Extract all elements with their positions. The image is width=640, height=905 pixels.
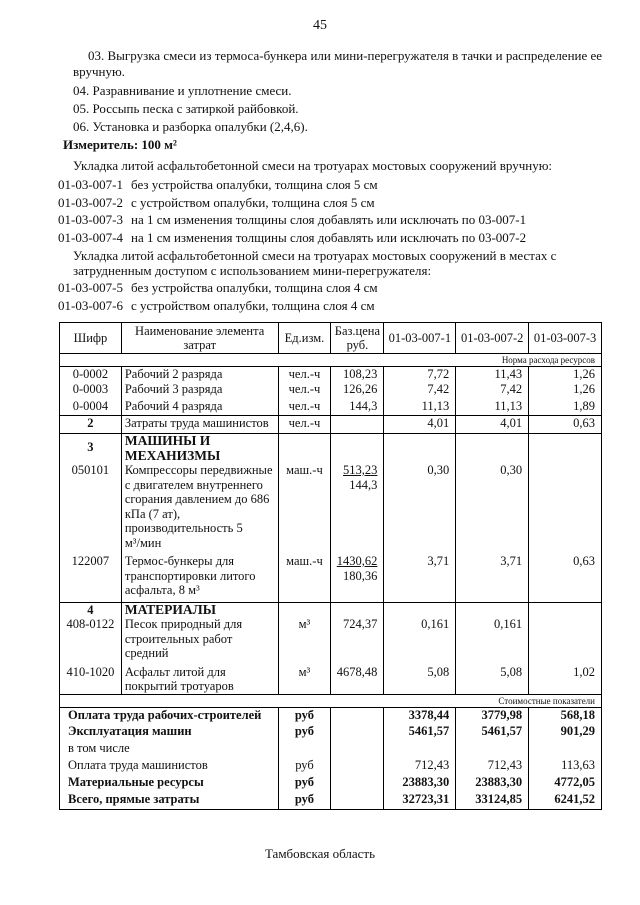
cost-v3: 6241,52 bbox=[529, 792, 602, 809]
name-line: производительность 5 bbox=[124, 521, 243, 535]
table-row bbox=[60, 399, 602, 416]
table-row bbox=[60, 463, 602, 550]
cell-v2: 3,71 bbox=[456, 550, 529, 602]
table-row bbox=[60, 367, 602, 382]
cell-name: Затраты труда машинистов bbox=[121, 416, 278, 434]
cell-v1: 11,13 bbox=[384, 399, 456, 416]
name-line: кПа (7 ат), bbox=[124, 506, 181, 521]
name-line: с двигателем внутреннего bbox=[124, 477, 263, 492]
cell-price: 108,23 bbox=[331, 367, 384, 382]
cost-v1: 3378,44 bbox=[384, 707, 456, 724]
cost-row bbox=[60, 741, 602, 758]
cell-v2: 4,01 bbox=[456, 416, 529, 434]
cost-v3: 568,18 bbox=[529, 707, 602, 724]
cell-v1: 5,08 bbox=[384, 661, 456, 695]
cost-unit: руб bbox=[278, 775, 331, 792]
cost-row bbox=[60, 792, 602, 809]
name-line: строительных работ bbox=[124, 631, 233, 646]
name-line: средний bbox=[124, 646, 169, 660]
cell-v1: 3,71 bbox=[384, 550, 456, 602]
item-text: с устройством опалубки, толщина слоя 5 см bbox=[131, 195, 375, 210]
cell-v1: 0,161 bbox=[384, 617, 456, 661]
cost-row bbox=[60, 724, 602, 741]
item-code: 01-03-007-4 bbox=[58, 230, 123, 245]
cost-unit: руб bbox=[278, 792, 331, 809]
cell-price bbox=[331, 463, 384, 550]
cost-v2: 33124,85 bbox=[456, 792, 529, 809]
item-code: 01-03-007-3 bbox=[58, 212, 123, 227]
cost-v1: 5461,57 bbox=[384, 724, 456, 741]
cell-v3 bbox=[529, 617, 602, 661]
cost-unit: руб bbox=[278, 724, 331, 741]
table-row bbox=[60, 382, 602, 399]
price-primary: 1430,62 bbox=[336, 554, 378, 568]
header-col2: 01-03-007-2 bbox=[456, 323, 529, 354]
group1-item bbox=[58, 177, 378, 193]
cell-unit: маш.-ч bbox=[278, 550, 331, 602]
item-text: на 1 см изменения толщины слоя добавлять или исключать по 03-007-2 bbox=[131, 230, 527, 245]
header-col1: 01-03-007-1 bbox=[384, 323, 456, 354]
header-unit: Ед.изм. bbox=[278, 323, 331, 354]
cost-v2: 5461,57 bbox=[456, 724, 529, 741]
item-text: с устройством опалубки, толщина слоя 4 см bbox=[131, 298, 375, 313]
cell-code: 0-0003 bbox=[60, 382, 122, 399]
cost-v2: 23883,30 bbox=[456, 775, 529, 792]
name-line: Компрессоры передвижные bbox=[124, 463, 273, 477]
intro-line-1a: 03. Выгрузка смеси из термоса-бункера или мини-перегружателя в тачки и распределение ее bbox=[88, 48, 603, 63]
group1-item bbox=[58, 230, 526, 246]
intro-line-3: 05. Россыпь песка с затиркой райбовкой. bbox=[73, 101, 299, 116]
cost-name: Всего, прямые затраты bbox=[60, 792, 279, 809]
cell-v3 bbox=[529, 463, 602, 550]
cell-v3: 0,63 bbox=[529, 550, 602, 602]
cell-v1: 7,72 bbox=[384, 367, 456, 382]
cell-v3: 1,02 bbox=[529, 661, 602, 695]
cost-row bbox=[60, 758, 602, 775]
cost-v2: 3779,98 bbox=[456, 707, 529, 724]
price-primary: 513,23 bbox=[343, 463, 378, 477]
cell-v3: 1,89 bbox=[529, 399, 602, 416]
item-code: 01-03-007-2 bbox=[58, 195, 123, 210]
name-line: Песок природный для bbox=[124, 617, 243, 631]
cell-unit: чел.-ч bbox=[278, 399, 331, 416]
item-text: на 1 см изменения толщины слоя добавлять или исключать по 03-007-1 bbox=[131, 212, 527, 227]
cell-v2: 11,43 bbox=[456, 367, 529, 382]
cell-price: 724,37 bbox=[331, 617, 384, 661]
cost-v3: 4772,05 bbox=[529, 775, 602, 792]
cell-price bbox=[331, 416, 384, 434]
cost-v1: 32723,31 bbox=[384, 792, 456, 809]
cell-code: 0-0004 bbox=[60, 399, 122, 416]
group2-item bbox=[58, 280, 378, 296]
cell-unit: чел.-ч bbox=[278, 416, 331, 434]
section-norm-label: Норма расхода ресурсов bbox=[60, 354, 602, 367]
header-code: Шифр bbox=[60, 323, 122, 354]
cell-v3: 1,26 bbox=[529, 382, 602, 399]
name-line: асфальта, 8 м³ bbox=[124, 583, 200, 597]
intro-line-1b: вручную. bbox=[73, 64, 125, 79]
cell-v2: 0,161 bbox=[456, 617, 529, 661]
section-machines-row bbox=[60, 434, 602, 464]
item-code: 01-03-007-6 bbox=[58, 298, 123, 313]
cell-v1: 4,01 bbox=[384, 416, 456, 434]
cell-code: 0-0002 bbox=[60, 367, 122, 382]
cell-price: 126,26 bbox=[331, 382, 384, 399]
name-line: покрытий тротуаров bbox=[124, 679, 234, 693]
header-price: Баз.цена руб. bbox=[331, 323, 384, 354]
cell-unit: чел.-ч bbox=[278, 382, 331, 399]
item-text: без устройства опалубки, толщина слоя 5 см bbox=[131, 177, 378, 192]
group1-heading: Укладка литой асфальтобетонной смеси на тротуарах мостовых сооружений вручную: bbox=[73, 158, 553, 173]
table-row bbox=[60, 416, 602, 434]
cell-v2: 7,42 bbox=[456, 382, 529, 399]
page-footer: Тамбовская область bbox=[264, 846, 376, 861]
cost-row bbox=[60, 707, 602, 724]
cell-v1: 0,30 bbox=[384, 463, 456, 550]
header-col3: 01-03-007-3 bbox=[529, 323, 602, 354]
cost-name: Оплата труда рабочих-строителей bbox=[60, 707, 279, 724]
intro-line-2: 04. Разравнивание и уплотнение смеси. bbox=[73, 83, 292, 98]
cell-code: 3 bbox=[60, 434, 122, 464]
section-norm-row bbox=[60, 354, 602, 367]
table-row bbox=[60, 617, 602, 661]
group2-heading-a: Укладка литой асфальтобетонной смеси на тротуарах мостовых сооружений в местах с bbox=[73, 248, 557, 263]
section-cost-label: Стоимостные показатели bbox=[60, 694, 602, 707]
cell-v2: 0,30 bbox=[456, 463, 529, 550]
cost-name: в том числе bbox=[60, 741, 279, 758]
cell-v3: 1,26 bbox=[529, 367, 602, 382]
cost-name: Оплата труда машинистов bbox=[60, 758, 279, 775]
cell-price bbox=[331, 550, 384, 602]
machines-title-b: МЕХАНИЗМЫ bbox=[124, 447, 221, 463]
cell-v2: 5,08 bbox=[456, 661, 529, 695]
section-materials-row bbox=[60, 602, 602, 617]
cell-name bbox=[121, 463, 278, 550]
group1-item bbox=[58, 212, 526, 228]
cell-name: Рабочий 4 разряда bbox=[121, 399, 278, 416]
measure-unit: Измеритель: 100 м² bbox=[63, 137, 177, 152]
cell-v2: 11,13 bbox=[456, 399, 529, 416]
cell-unit: чел.-ч bbox=[278, 367, 331, 382]
cost-row bbox=[60, 775, 602, 792]
cell-unit: м³ bbox=[278, 661, 331, 695]
cost-v1: 712,43 bbox=[384, 758, 456, 775]
cell-code: 050101 bbox=[60, 463, 122, 550]
cell-name bbox=[121, 550, 278, 602]
machines-title-a: МАШИНЫ И bbox=[124, 433, 211, 448]
name-line: транспортировки литого bbox=[124, 568, 256, 583]
table-row bbox=[60, 550, 602, 602]
cell-name: Рабочий 3 разряда bbox=[121, 382, 278, 399]
cell-code: 2 bbox=[60, 416, 122, 434]
cost-v2: 712,43 bbox=[456, 758, 529, 775]
item-code: 01-03-007-1 bbox=[58, 177, 123, 192]
cost-unit: руб bbox=[278, 707, 331, 724]
price-secondary: 180,36 bbox=[343, 568, 378, 583]
cell-name bbox=[121, 434, 278, 464]
cost-v1: 23883,30 bbox=[384, 775, 456, 792]
group2-item bbox=[58, 298, 375, 314]
page-number: 45 bbox=[313, 18, 327, 33]
cell-price: 4678,48 bbox=[331, 661, 384, 695]
cell-v1: 7,42 bbox=[384, 382, 456, 399]
cell-code: 408-0122 bbox=[60, 617, 122, 661]
name-line: сгорания давлением до 686 bbox=[124, 492, 270, 506]
cell-code: 122007 bbox=[60, 550, 122, 602]
cost-v3: 113,63 bbox=[529, 758, 602, 775]
cell-name bbox=[121, 617, 278, 661]
cell-code: 410-1020 bbox=[60, 661, 122, 695]
header-name: Наименование элемента затрат bbox=[121, 323, 278, 354]
cell-name: Рабочий 2 разряда bbox=[121, 367, 278, 382]
name-line: Термос-бункеры для bbox=[124, 554, 235, 568]
table-row bbox=[60, 661, 602, 695]
item-text: без устройства опалубки, толщина слоя 4 см bbox=[131, 280, 378, 295]
cell-code: 4 bbox=[60, 602, 122, 617]
cost-name: Материальные ресурсы bbox=[60, 775, 279, 792]
resource-table bbox=[59, 322, 602, 810]
name-line: м³/мин bbox=[124, 535, 162, 550]
section-cost-row bbox=[60, 694, 602, 707]
price-secondary: 144,3 bbox=[349, 477, 378, 492]
materials-title: МАТЕРИАЛЫ bbox=[121, 602, 278, 617]
cell-price: 144,3 bbox=[331, 399, 384, 416]
cell-unit: маш.-ч bbox=[278, 463, 331, 550]
cell-name bbox=[121, 661, 278, 695]
intro-line-4: 06. Установка и разборка опалубки (2,4,6). bbox=[73, 119, 308, 134]
cost-unit: руб bbox=[278, 758, 331, 775]
cell-unit: м³ bbox=[278, 617, 331, 661]
table-header-row bbox=[60, 323, 602, 354]
name-line: Асфальт литой для bbox=[124, 664, 226, 679]
cost-name: Эксплуатация машин bbox=[60, 724, 279, 741]
item-code: 01-03-007-5 bbox=[58, 280, 123, 295]
cost-v3: 901,29 bbox=[529, 724, 602, 741]
group2-heading-b: затрудненным доступом с использованием мини-перегружателя: bbox=[73, 263, 432, 278]
cell-v3: 0,63 bbox=[529, 416, 602, 434]
group1-item bbox=[58, 195, 375, 211]
